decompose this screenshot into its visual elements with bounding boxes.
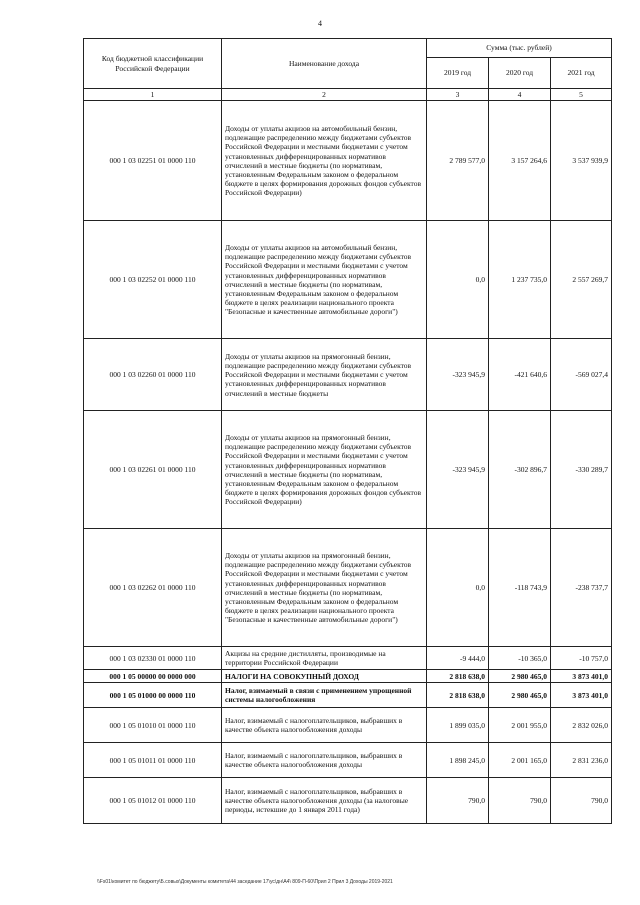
column-number: 4 <box>489 89 551 101</box>
row-name: Доходы от уплаты акцизов на прямогонный бензин, подлежащие распределению между бюджетами субъектов Российской Федерации и местными бюджетами с учетом установленных дифференцированных нормативов отчислений в местные бюджеты <box>222 339 427 411</box>
row-value-2021: -330 289,7 <box>551 411 612 529</box>
row-value-2021: 2 557 269,7 <box>551 221 612 339</box>
table-row <box>84 778 612 824</box>
row-code: 000 1 05 01000 00 0000 110 <box>84 683 222 708</box>
row-code: 000 1 03 02252 01 0000 110 <box>84 221 222 339</box>
column-number: 5 <box>551 89 612 101</box>
table-row <box>84 708 612 743</box>
row-value-2020: 2 001 165,0 <box>489 743 551 778</box>
footer-file-path: \\Fs01\комитет по бюджету\Б.совых\Документы комитета\44 заседание 17\ус\дн\А4\ 809-П-60\Прил 2 Прил 3 Доходы 2019-2021 <box>97 879 393 885</box>
row-value-2019: 2 818 638,0 <box>427 683 489 708</box>
budget-revenue-table <box>83 38 612 824</box>
row-code: 000 1 03 02251 01 0000 110 <box>84 101 222 221</box>
row-value-2019: -323 945,9 <box>427 339 489 411</box>
table-row <box>84 670 612 683</box>
row-value-2020: -302 896,7 <box>489 411 551 529</box>
row-value-2019: 1 898 245,0 <box>427 743 489 778</box>
row-code: 000 1 03 02262 01 0000 110 <box>84 529 222 647</box>
row-value-2019: 0,0 <box>427 529 489 647</box>
row-value-2019: 2 818 638,0 <box>427 670 489 683</box>
table-row <box>84 339 612 411</box>
table-row <box>84 529 612 647</box>
column-number: 1 <box>84 89 222 101</box>
table-header-row <box>84 39 612 58</box>
table-row <box>84 101 612 221</box>
column-number: 3 <box>427 89 489 101</box>
column-number-row <box>84 89 612 101</box>
row-value-2021: -569 027,4 <box>551 339 612 411</box>
row-value-2020: 2 001 955,0 <box>489 708 551 743</box>
row-value-2019: -9 444,0 <box>427 647 489 670</box>
row-value-2020: 2 980 465,0 <box>489 670 551 683</box>
row-name: НАЛОГИ НА СОВОКУПНЫЙ ДОХОД <box>222 670 427 683</box>
row-value-2020: -10 365,0 <box>489 647 551 670</box>
row-value-2021: 2 831 236,0 <box>551 743 612 778</box>
row-value-2020: 1 237 735,0 <box>489 221 551 339</box>
row-value-2020: -421 640,6 <box>489 339 551 411</box>
table-row <box>84 683 612 708</box>
row-value-2020: 2 980 465,0 <box>489 683 551 708</box>
row-code: 000 1 05 01012 01 0000 110 <box>84 778 222 824</box>
row-code: 000 1 05 00000 00 0000 000 <box>84 670 222 683</box>
row-name: Доходы от уплаты акцизов на прямогонный бензин, подлежащие распределению между бюджетами субъектов Российской Федерации и местными бюджетами с учетом установленных дифференцированных нормативов отчислений в местные бюджеты (по нормативам, установленным Федеральным законом о федеральном бюджете в целях реализации национального проекта "Безопасные и качественные автомобильные дороги") <box>222 529 427 647</box>
row-name: Налог, взимаемый с налогоплательщиков, выбравших в качестве объекта налогообложения доходы <box>222 743 427 778</box>
table-row <box>84 411 612 529</box>
row-value-2019: -323 945,9 <box>427 411 489 529</box>
page-number: 4 <box>318 19 322 28</box>
row-value-2021: 3 537 939,9 <box>551 101 612 221</box>
row-name: Доходы от уплаты акцизов на прямогонный бензин, подлежащие распределению между бюджетами субъектов Российской Федерации и местными бюджетами с учетом установленных дифференцированных нормативов отчислений в местные бюджеты (по нормативам, установленным Федеральным законом о федеральном бюджете в целях формирования дорожных фондов субъектов Российской Федерации) <box>222 411 427 529</box>
row-code: 000 1 03 02261 01 0000 110 <box>84 411 222 529</box>
table-row <box>84 221 612 339</box>
row-value-2020: 3 157 264,6 <box>489 101 551 221</box>
row-value-2021: 790,0 <box>551 778 612 824</box>
row-value-2020: -118 743,9 <box>489 529 551 647</box>
row-value-2019: 2 789 577,0 <box>427 101 489 221</box>
header-year-2020: 2020 год <box>489 58 551 89</box>
header-year-2019: 2019 год <box>427 58 489 89</box>
row-value-2019: 790,0 <box>427 778 489 824</box>
row-name: Налог, взимаемый в связи с применением упрощенной системы налогообложения <box>222 683 427 708</box>
row-name: Акцизы на средние дистилляты, производимые на территории Российской Федерации <box>222 647 427 670</box>
row-value-2019: 1 899 035,0 <box>427 708 489 743</box>
table-row <box>84 647 612 670</box>
header-name-column: Наименование дохода <box>222 39 427 89</box>
row-value-2021: -238 737,7 <box>551 529 612 647</box>
row-value-2021: -10 757,0 <box>551 647 612 670</box>
row-value-2021: 3 873 401,0 <box>551 670 612 683</box>
header-code-column: Код бюджетной классификации Российской Федерации <box>84 39 222 89</box>
row-code: 000 1 05 01010 01 0000 110 <box>84 708 222 743</box>
header-year-2021: 2021 год <box>551 58 612 89</box>
header-sum-column: Сумма (тыс. рублей) <box>427 39 612 58</box>
row-name: Налог, взимаемый с налогоплательщиков, выбравших в качестве объекта налогообложения доходы <box>222 708 427 743</box>
column-number: 2 <box>222 89 427 101</box>
row-code: 000 1 03 02260 01 0000 110 <box>84 339 222 411</box>
row-value-2021: 2 832 026,0 <box>551 708 612 743</box>
row-name: Налог, взимаемый с налогоплательщиков, выбравших в качестве объекта налогообложения доходы (за налоговые периоды, истекшие до 1 января 2011 года) <box>222 778 427 824</box>
row-value-2020: 790,0 <box>489 778 551 824</box>
row-code: 000 1 05 01011 01 0000 110 <box>84 743 222 778</box>
row-name: Доходы от уплаты акцизов на автомобильный бензин, подлежащие распределению между бюджетами субъектов Российской Федерации и местными бюджетами с учетом установленных дифференцированных нормативов отчислений в местные бюджеты (по нормативам, установленным Федеральным законом о федеральном бюджете в целях реализации национального проекта "Безопасные и качественные автомобильные дороги") <box>222 221 427 339</box>
row-name: Доходы от уплаты акцизов на автомобильный бензин, подлежащие распределению между бюджетами субъектов Российской Федерации и местными бюджетами с учетом установленных дифференцированных нормативов отчислений в местные бюджеты (по нормативам, установленным Федеральным законом о федеральном бюджете в целях формирования дорожных фондов субъектов Российской Федерации) <box>222 101 427 221</box>
row-value-2019: 0,0 <box>427 221 489 339</box>
row-code: 000 1 03 02330 01 0000 110 <box>84 647 222 670</box>
row-value-2021: 3 873 401,0 <box>551 683 612 708</box>
table-row <box>84 743 612 778</box>
